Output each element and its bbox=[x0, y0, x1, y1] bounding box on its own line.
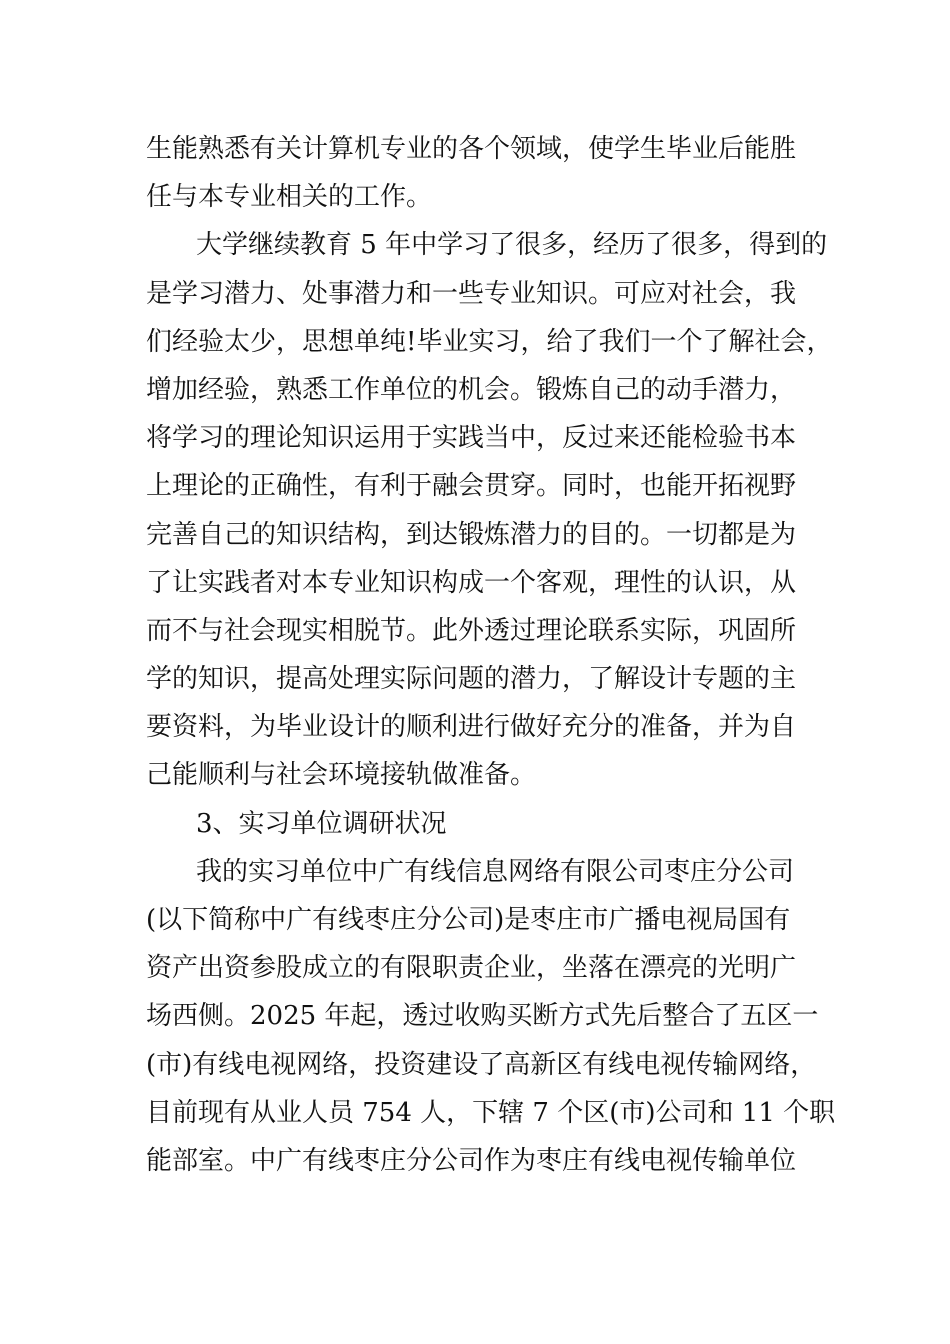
text-line: 要资料，为毕业设计的顺利进行做好充分的准备，并为自 bbox=[146, 712, 797, 743]
text-line: 我的实习单位中广有线信息网络有限公司枣庄分公司 bbox=[196, 856, 795, 887]
text-line: 增加经验，熟悉工作单位的机会。锻炼自己的动手潜力， bbox=[146, 374, 797, 405]
text-line: 学的知识，提高处理实际问题的潜力，了解设计专题的主 bbox=[146, 664, 797, 695]
text-line: 生能熟悉有关计算机专业的各个领域，使学生毕业后能胜 bbox=[146, 134, 797, 164]
text-line: 场西侧。2025 年起，透过收购买断方式先后整合了五区一 bbox=[146, 1001, 819, 1032]
text-line: 3、实习单位调研状况 bbox=[196, 808, 447, 839]
text-line: 们经验太少，思想单纯!毕业实习，给了我们一个了解社会， bbox=[146, 326, 833, 357]
text-line: 资产出资参股成立的有限职责企业，坐落在漂亮的光明广 bbox=[146, 953, 797, 984]
text-line: (市)有线电视网络，投资建设了高新区有线电视传输网络， bbox=[146, 1049, 817, 1080]
text-line: 而不与社会现实相脱节。此外透过理论联系实际，巩固所 bbox=[146, 615, 797, 646]
text-line: 将学习的理论知识运用于实践当中，反过来还能检验书本 bbox=[146, 423, 797, 454]
text-line: 完善自己的知识结构，到达锻炼潜力的目的。一切都是为 bbox=[146, 519, 797, 550]
text-line: 大学继续教育 5 年中学习了很多，经历了很多，得到的 bbox=[196, 230, 828, 261]
text-line: 任与本专业相关的工作。 bbox=[146, 182, 433, 213]
body-text bbox=[146, 125, 836, 1185]
text-line: 能部室。中广有线枣庄分公司作为枣庄有线电视传输单位 bbox=[146, 1145, 797, 1176]
text-line: 了让实践者对本专业知识构成一个客观，理性的认识，从 bbox=[146, 567, 797, 598]
text-line: 己能顺利与社会环境接轨做准备。 bbox=[146, 760, 537, 791]
text-line: 上理论的正确性，有利于融会贯穿。同时，也能开拓视野 bbox=[146, 471, 797, 502]
text-line: 是学习潜力、处事潜力和一些专业知识。可应对社会，我 bbox=[146, 278, 797, 309]
text-line: 目前现有从业人员 754 人，下辖 7 个区(市)公司和 11 个职 bbox=[146, 1097, 836, 1128]
text-line: (以下简称中广有线枣庄分公司)是枣庄市广播电视局国有 bbox=[146, 905, 791, 935]
